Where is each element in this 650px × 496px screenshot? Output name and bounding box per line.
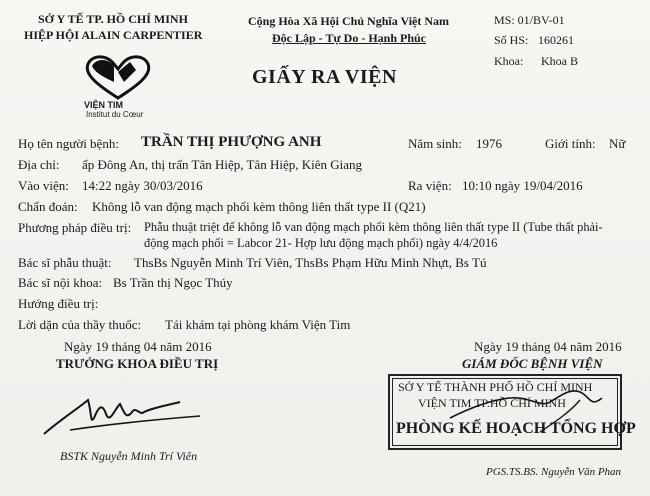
sex-label: Giới tính: xyxy=(545,136,596,151)
left-signer-title: TRƯỞNG KHOA ĐIỀU TRỊ xyxy=(56,356,219,371)
document-title: GIẤY RA VIỆN xyxy=(252,66,397,88)
left-signer-name: BSTK Nguyễn Minh Trí Viên xyxy=(60,449,198,463)
surgeons-label: Bác sĩ phẫu thuật: xyxy=(18,255,112,270)
logo-name: VIỆN TIM xyxy=(84,100,124,110)
right-signer-name: PGS.TS.BS. Nguyễn Văn Phan xyxy=(486,466,622,478)
treatment-method-line-1: Phẫu thuật triệt để không lỗ van động mạch phổi kèm thông liên thất type II (Tube thất phải- xyxy=(144,220,603,234)
republic-line: Cộng Hòa Xã Hội Chủ Nghĩa Việt Nam xyxy=(248,14,450,28)
birth-year-value: 1976 xyxy=(476,136,502,151)
stamp-line-1: SỞ Y TẾ THÀNH PHỐ HỒ CHÍ MINH xyxy=(398,380,593,394)
treatment-direction-label: Hướng điều trị: xyxy=(18,296,99,311)
form-code: MS: 01/BV-01 xyxy=(494,13,565,27)
admission-label: Vào viện: xyxy=(18,178,69,193)
doctor-advice-label: Lời dặn của thầy thuốc: xyxy=(18,317,142,332)
logo-subtitle: Institut du Cœur xyxy=(86,110,144,119)
left-date: Ngày 19 tháng 04 năm 2016 xyxy=(64,339,212,354)
patient-name-label: Họ tên người bệnh: xyxy=(18,136,119,151)
patient-name-value: TRẦN THỊ PHƯỢNG ANH xyxy=(141,134,322,150)
department-label: Khoa: xyxy=(494,54,524,68)
stamp-line-3: PHÒNG KẾ HOẠCH TỔNG HỢP xyxy=(396,420,636,437)
record-number-label: Số HS: xyxy=(494,33,529,47)
admission-value: 14:22 ngày 30/03/2016 xyxy=(82,178,203,193)
treatment-method-label: Phương pháp điều trị: xyxy=(18,220,132,235)
diagnosis-value: Không lỗ van động mạch phổi kèm thông liên thất type II (Q21) xyxy=(92,199,426,214)
treatment-method-line-2: động mạch phổi = Labcor 21- Hợp lưu động mạch phổi) ngày 4/4/2016 xyxy=(144,236,498,250)
discharge-value: 10:10 ngày 19/04/2016 xyxy=(462,178,583,193)
discharge-label: Ra viện: xyxy=(408,178,452,193)
internist-value: Bs Trần thị Ngọc Thúy xyxy=(113,275,233,290)
right-handwritten-signature xyxy=(440,378,620,438)
address-value: ấp Đông An, thị trấn Tân Hiệp, Tân Hiệp, Kiên Giang xyxy=(82,157,363,172)
dept-line-2: HIỆP HỘI ALAIN CARPENTIER xyxy=(24,28,203,42)
internist-label: Bác sĩ nội khoa: xyxy=(18,275,103,290)
right-date: Ngày 19 tháng 04 năm 2016 xyxy=(474,339,622,354)
record-number-value: 160261 xyxy=(538,33,574,47)
sex-value: Nữ xyxy=(609,136,626,151)
motto-line: Độc Lập - Tự Do - Hạnh Phúc xyxy=(272,31,427,45)
stamp-line-2: VIỆN TIM TP.HỒ CHÍ MINH xyxy=(418,396,566,410)
birth-year-label: Năm sinh: xyxy=(408,136,462,151)
doctor-advice-value: Tái khám tại phòng khám Viện Tim xyxy=(165,317,351,332)
left-handwritten-signature xyxy=(40,390,210,440)
surgeons-value: ThsBs Nguyễn Minh Trí Viên, ThsBs Phạm Hữu Minh Nhựt, Bs Tú xyxy=(134,255,487,270)
heart-logo-icon xyxy=(78,52,158,102)
diagnosis-label: Chẩn đoán: xyxy=(18,199,78,214)
address-label: Địa chỉ: xyxy=(18,157,60,172)
right-signer-title: GIÁM ĐỐC BỆNH VIỆN xyxy=(462,356,603,371)
vien-tim-logo xyxy=(78,52,158,122)
department-value: Khoa B xyxy=(541,54,578,68)
dept-line-1: SỞ Y TẾ TP. HỒ CHÍ MINH xyxy=(38,12,188,26)
